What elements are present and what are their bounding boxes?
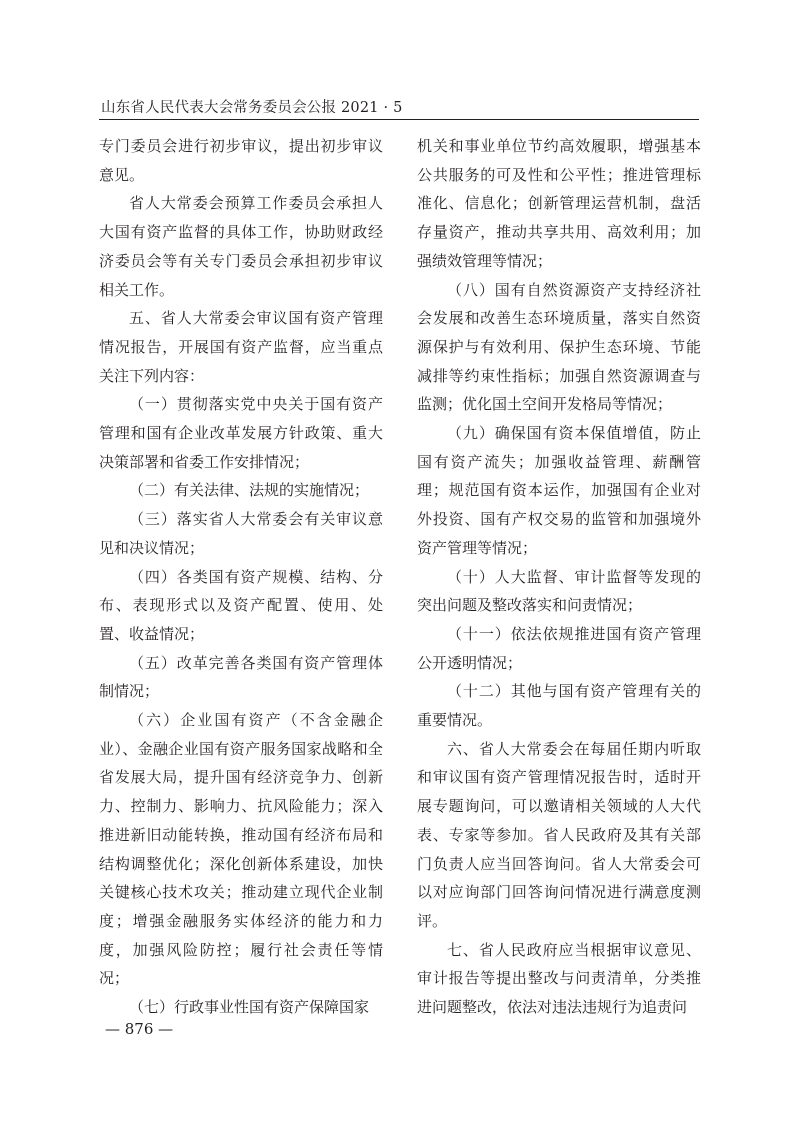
- paragraph: （三）落实省人大常委会有关审议意见和决议情况；: [99, 510, 383, 557]
- paragraph: 七、省人民政府应当根据审议意见、审计报告等提出整改与问责清单，分类推进问题整改，依法对违法违规行为追责问: [417, 940, 701, 1017]
- header-rule: [99, 119, 699, 120]
- page-header: 山东省人民代表大会常务委员会公报 2021 · 5: [101, 100, 403, 116]
- paragraph: （十一）依法依规推进国有资产管理公开透明情况；: [417, 624, 701, 672]
- paragraph: （四）各类国有资产规模、结构、分布、表现形式以及资产配置、使用、处置、收益情况；: [99, 567, 383, 643]
- paragraph: （六）企业国有资产（不含金融企业）、金融企业国有资产服务国家战略和全省发展大局，提升国有经济竞争力、创新力、控制力、影响力、抗风险能力；深入推进新旧动能转换，推动国有经济布局和结构调整优化；深化创新体系建设，加快关键核心技术攻关；推动建立现代企业制度；增强金融服务实体经济的能力和力度，加强风险防控；履行社会责任等情况；: [99, 711, 383, 988]
- page-number: — 876 —: [105, 1020, 174, 1038]
- left-column: [99, 132, 383, 1022]
- paragraph: 机关和事业单位节约高效履职，增强基本公共服务的可及性和公平性；推进管理标准化、信息化；创新管理运营机制，盘活存量资产，推动共享共用、高效利用；加强绩效管理等情况；: [417, 137, 701, 270]
- paragraph: （九）确保国有资本保值增值，防止国有资产流失；加强收益管理、薪酬管理；规范国有资本运作，加强国有企业对外投资、国有产权交易的监管和加强境外资产管理等情况；: [417, 424, 701, 557]
- paragraph: （二）有关法律、法规的实施情况；: [129, 481, 370, 500]
- paragraph: （五）改革完善各类国有资产管理体制情况；: [99, 653, 383, 701]
- paragraph: （八）国有自然资源资产支持经济社会发展和改善生态环境质量，落实自然资源保护与有效利用、保护生态环境、节能减排等约束性指标；加强自然资源调查与监测；优化国土空间开发格局等情况；: [417, 280, 701, 414]
- paragraph: （十二）其他与国有资产管理有关的重要情况。: [417, 682, 701, 730]
- paragraph: 五、省人大常委会审议国有资产管理情况报告，开展国有资产监督，应当重点关注下列内容：: [99, 309, 383, 385]
- paragraph: 六、省人大常委会在每届任期内听取和审议国有资产管理情况报告时，适时开展专题询问，可以邀请相关领域的人大代表、专家等参加。省人民政府及其有关部门负责人应当回答询问。省人大常委会可以对应询部门回答询问情况进行满意度测评。: [417, 739, 701, 930]
- paragraph: （十）人大监督、审计监督等发现的突出问题及整改落实和问责情况；: [417, 567, 701, 615]
- paragraph: （七）行政事业性国有资产保障国家: [129, 998, 370, 1017]
- paragraph: （一）贯彻落实党中央关于国有资产管理和国有企业改革发展方针政策、重大决策部署和省委工作安排情况；: [99, 395, 383, 471]
- paragraph: 省人大常委会预算工作委员会承担人大国有资产监督的具体工作，协助财政经济委员会等有关专门委员会承担初步审议相关工作。: [99, 194, 383, 299]
- paragraph: 专门委员会进行初步审议，提出初步审议意见。: [99, 137, 383, 184]
- right-column: [417, 132, 701, 1022]
